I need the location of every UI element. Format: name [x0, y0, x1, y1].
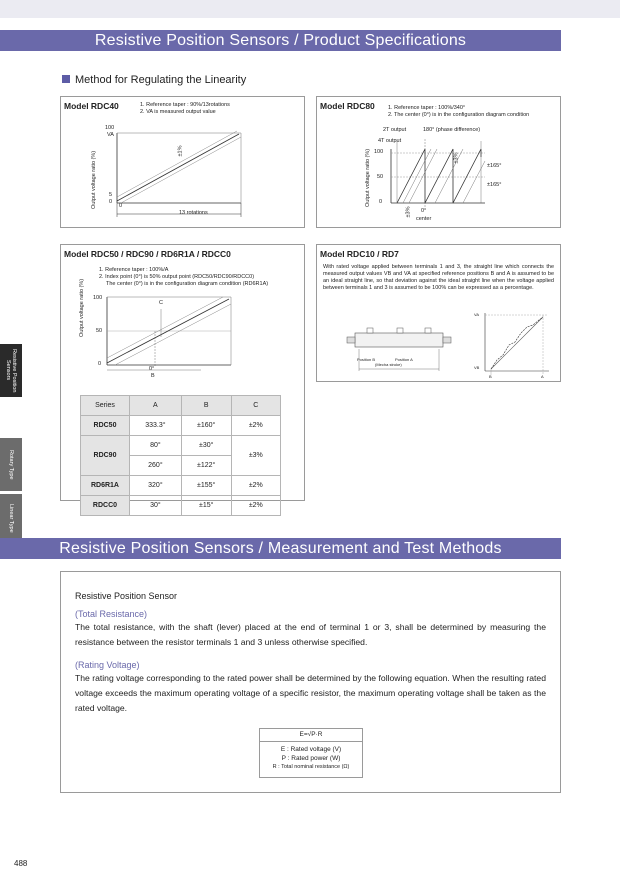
- rdc10-a-label: A: [541, 374, 544, 379]
- rdc80-tol-3-label: ±3%: [453, 152, 460, 164]
- table-row: [81, 436, 281, 456]
- rdc40-graph: [61, 97, 304, 227]
- rdc50-b-label: B: [151, 373, 155, 379]
- table-cell-b: ±155°: [181, 476, 231, 496]
- rdc80-center-label: center: [416, 216, 432, 222]
- rdc50-ytick-0: 0: [98, 361, 102, 367]
- rdc80-note-1: 1. Reference taper : 100%/340°: [388, 105, 466, 111]
- table-cell-c: ±2%: [231, 416, 280, 436]
- rdc80-angle-a: ±165°: [487, 163, 502, 169]
- rdc80-2t-label: 2T output: [383, 127, 407, 133]
- rdc10-pos-a-label: Position A: [395, 357, 413, 362]
- page-number: 488: [14, 859, 28, 868]
- rdc80-title: Model RDC80: [320, 101, 375, 111]
- table-cell-b: ±122°: [181, 456, 231, 476]
- rdc10-mecha-label: (Mecha stroke): [375, 362, 402, 367]
- rdc40-note-1: 1. Reference taper : 90%/13rotations: [140, 102, 230, 108]
- rdc80-tol-3b-label: ±3%: [405, 206, 412, 218]
- rdc10-va-label: VA: [474, 312, 480, 317]
- linearity-heading: [62, 74, 246, 86]
- side-tab-resistive-position-sensors[interactable]: Resistive Position Sensors: [0, 344, 22, 397]
- table-row: [81, 416, 281, 436]
- formula-box: [259, 728, 363, 778]
- col-header-b: B: [181, 396, 231, 416]
- square-bullet-icon: [62, 75, 70, 83]
- rdc10-title: Model RDC10 / RD7: [320, 249, 399, 259]
- rdc50-note-1: 1. Reference taper : 100%/A: [99, 267, 169, 273]
- rdc50-box: [60, 244, 305, 509]
- rdc50-note-2: 2. Index point (0°) is 50% output point (RDC50/RDC90/RDCC0): [99, 274, 255, 280]
- rdc80-ylabel: Output voltage ratio (%): [365, 148, 371, 207]
- table-row: [81, 496, 281, 516]
- rdc40-note-2: 2. VA is measured output value: [140, 109, 216, 115]
- rdc80-box: [316, 96, 561, 228]
- measurement-banner: Resistive Position Sensors / Measurement and Test Methods: [0, 538, 561, 559]
- measurement-box: [60, 571, 561, 793]
- rdc40-dim-label: 13 rotations: [179, 210, 208, 216]
- linearity-heading-text: Method for Regulating the Linearity: [75, 74, 247, 86]
- table-cell-series: RDCC0: [81, 496, 130, 516]
- table-cell-a: 30°: [129, 496, 181, 516]
- table-cell-series: RD6R1A: [81, 476, 130, 496]
- rdc80-ytick-50: 50: [377, 174, 384, 180]
- table-cell-b: ±15°: [181, 496, 231, 516]
- rdc50-title: Model RDC50 / RDC90 / RD6R1A / RDCC0: [64, 249, 231, 259]
- rdc50-ytick-50: 50: [96, 328, 103, 334]
- formula-legend-p: P : Rated power (W): [281, 755, 341, 762]
- rdc10-vb-label: VB: [474, 365, 480, 370]
- rdc10-box: [316, 244, 561, 382]
- col-header-series: Series: [81, 396, 130, 416]
- rdc80-angle-b: ±165°: [487, 182, 502, 188]
- table-cell-c: ±2%: [231, 496, 280, 516]
- side-tab-rotary-type[interactable]: Rotary Type: [0, 438, 22, 491]
- rdc80-graph: [317, 97, 560, 227]
- rating-voltage-text: The rating voltage corresponding to the rated power shall be determined by the following equation. When the resulting rated voltage exceeds the maximum operating voltage of a specific resistor, the maximum operating voltage shall be taken as the rated voltage.: [75, 673, 546, 713]
- rdc50-c-label: C: [159, 300, 163, 306]
- table-cell-c: ±2%: [231, 476, 280, 496]
- rdc80-center-0: 0°: [421, 208, 427, 214]
- col-header-a: A: [129, 396, 181, 416]
- rdc50-ylabel: Output voltage ratio (%): [79, 278, 85, 337]
- rdc80-phase-label: 180° (phase difference): [423, 127, 481, 133]
- spec-table-header-row: [81, 396, 281, 416]
- rdc40-ytick-va: VA: [107, 132, 114, 138]
- total-resistance-heading: (Total Resistance): [75, 609, 148, 619]
- total-resistance-text: The total resistance, with the shaft (lever) placed at the end of terminal 1 or 3, shall be determined by measuring the resistance between the resistor terminals 1 and 3 unless otherwise specified.: [75, 622, 546, 647]
- rdc40-tolerance-label: ±1%: [177, 145, 184, 157]
- table-cell-a: 320°: [129, 476, 181, 496]
- rdc80-ytick-0: 0: [379, 199, 383, 205]
- product-spec-banner: Resistive Position Sensors / Product Specifications: [0, 30, 561, 51]
- rdc40-xtick-0: 0: [119, 203, 123, 209]
- rdc50-note-3: The center (0°) is in the configuration diagram condition (RD6R1A): [106, 281, 269, 287]
- table-cell-c: ±3%: [231, 436, 280, 476]
- measurement-intro: Resistive Position Sensor: [75, 591, 178, 601]
- rdc40-box: [60, 96, 305, 228]
- table-row: [81, 476, 281, 496]
- table-cell-series: RDC90: [81, 436, 130, 476]
- col-header-c: C: [231, 396, 280, 416]
- rdc40-ytick-100: 100: [105, 125, 115, 131]
- rdc50-graph: [61, 245, 304, 385]
- rdc10-description: With rated voltage applied between terminals 1 and 3, the straight line which connects the measured output values VB and VA at specified reference positions B and A is assumed to be an ideal straight line, so that deviation against the ideal straight line when the voltage applied between terminals 1 and 3 is assumed to be 100% can be expressed as a percentage.: [323, 264, 554, 291]
- rdc80-4t-label: 4T output: [378, 138, 402, 144]
- rdc40-ylabel: Output voltage ratio (%): [91, 150, 97, 209]
- formula: E=√P·R: [260, 729, 362, 742]
- rdc40-ytick-5: 5: [109, 192, 113, 198]
- rdc80-ytick-100: 100: [374, 149, 384, 155]
- formula-legend-e: E : Rated voltage (V): [280, 746, 342, 753]
- rdc10-diagram: [317, 245, 560, 381]
- rdc50-ytick-100: 100: [93, 295, 103, 301]
- side-tab-linear-type[interactable]: Linear Type: [0, 494, 22, 542]
- rdc10-b-label: B: [489, 374, 492, 379]
- rdc10-pos-b-label: Position B: [357, 357, 376, 362]
- formula-legend-r: R : Total nominal resistance (Ω): [272, 764, 350, 770]
- table-cell-series: RDC50: [81, 416, 130, 436]
- table-cell-a: 333.3°: [129, 416, 181, 436]
- table-cell-a: 260°: [129, 456, 181, 476]
- spec-table: [80, 395, 281, 516]
- rdc50-0-label: 0°: [149, 366, 155, 372]
- rdc40-ytick-0: 0: [109, 199, 113, 205]
- rating-voltage-heading: (Rating Voltage): [75, 660, 140, 670]
- table-cell-a: 80°: [129, 436, 181, 456]
- table-cell-b: ±160°: [181, 416, 231, 436]
- rdc80-note-2: 2. The center (0°) is in the configuration diagram condition: [388, 112, 530, 118]
- table-cell-b: ±30°: [181, 436, 231, 456]
- rdc40-title: Model RDC40: [64, 101, 119, 111]
- top-strip: [0, 0, 620, 18]
